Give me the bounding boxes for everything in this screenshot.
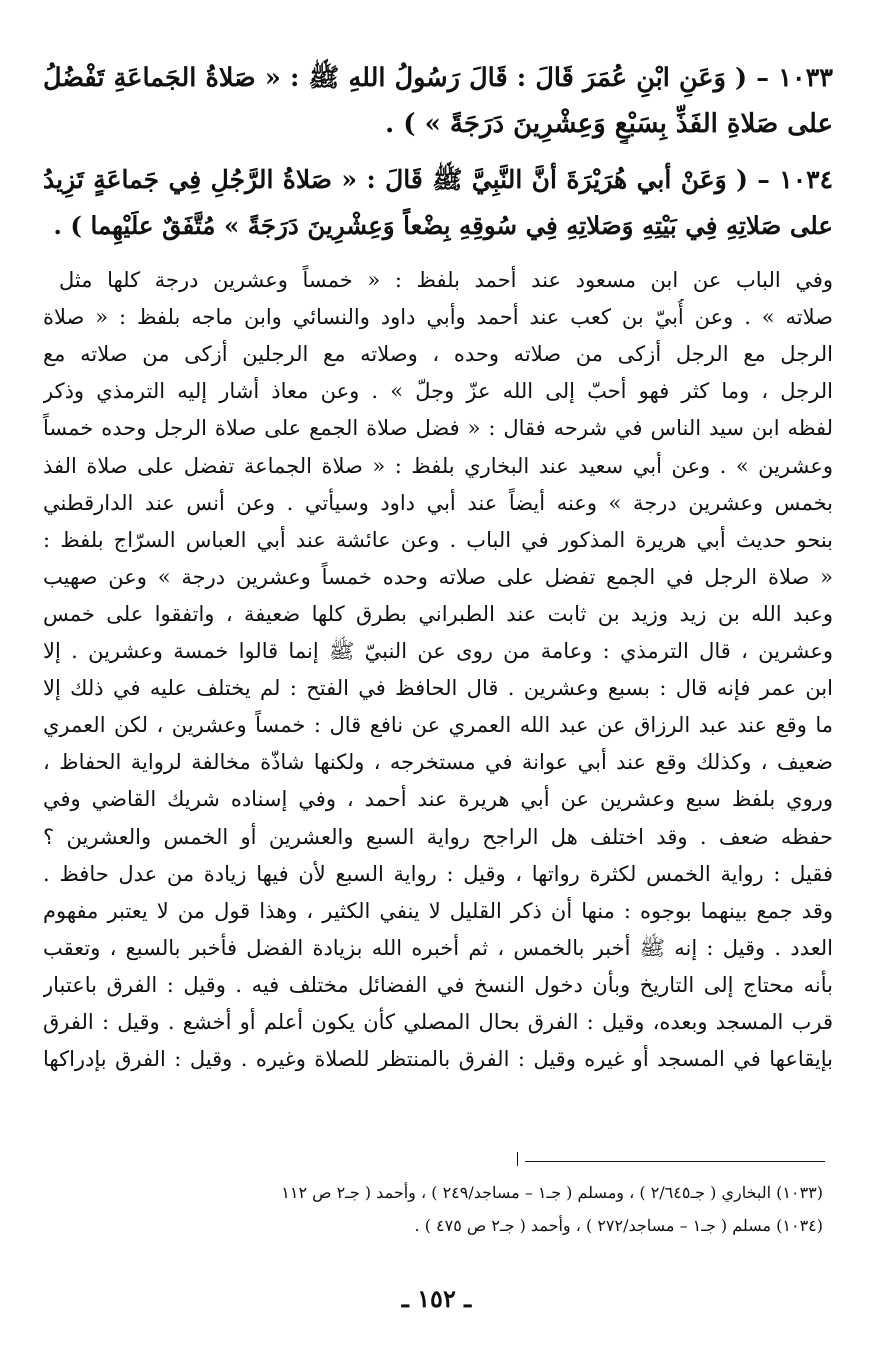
commentary-line: بخمس وعشرين درجة » وعنه أيضاً عند أبي داود وسيأتي . وعن أنس عند الدارقطني (43, 491, 833, 515)
commentary-line: حفظه ضعف . وقد اختلف هل الراجح رواية السبع والعشرين أو الخمس والعشرين ؟ (43, 825, 833, 849)
commentary-line: بأنه محتاج إلى التاريخ وبأن دخول النسخ في الفضائل مختلف فيه . وقيل : الفرق باعتبار (43, 973, 833, 997)
commentary-line: فقيل : رواية الخمس لكثرة رواتها ، وقيل : رواية السبع لأن فيها زيادة من عدل حافظ . (43, 862, 833, 886)
commentary-line: وروي بلفظ سبع وعشرين عن أبي هريرة عند أحمد ، وفي إسناده شريك القاضي وفي (43, 787, 833, 811)
commentary-line: العدد . وقيل : إنه ﷺ أخبر بالخمس ، ثم أخبره الله بزيادة الفضل فأخبر بالسبع ، وتعقب (43, 936, 833, 960)
commentary-line: وفي الباب عن ابن مسعود عند أحمد بلفظ : « خمساً وعشرين درجة كلها مثل (59, 268, 833, 292)
commentary-line: قرب المسجد وبعده، وقيل : الفرق بحال المصلي كأن يكون أعلم أو أخشع . وقيل : الفرق (43, 1010, 833, 1034)
commentary-line: لفظه ابن سيد الناس في شرحه فقال : « فضل صلاة الجمع على صلاة الرجل وحده خمساً (43, 416, 833, 440)
commentary-line: بإيقاعها في المسجد أو غيره وقيل : الفرق بالمنتظر للصلاة وغيره . وقيل : الفرق بإدراكها (43, 1047, 833, 1071)
commentary-line: ضعيف ، وكذلك وقع عند أبي عوانة في مستخرجه ، ولكنها شاذّة مخالفة لرواية الحفاظ ، (43, 750, 833, 774)
page-number: ـ ١٥٢ ـ (401, 1284, 472, 1313)
footnote-separator (525, 1161, 825, 1162)
commentary-line: صلاته » . وعن أُبيّ بن كعب عند أحمد وأبي داود والنسائي وابن ماجه بلفظ : « صلاة (43, 305, 833, 329)
commentary-line: الرجل ، وما كثر فهو أحبّ إلى الله عزّ وجلّ » . وعن معاذ أشار إليه الترمذي وذكر (43, 379, 833, 403)
commentary-line: وعشرين » . وعن أبي سعيد عند البخاري بلفظ : « صلاة الجماعة تفضل على صلاة الفذ (43, 454, 833, 478)
commentary-line: وقد جمع بينهما بوجوه : منها أن ذكر القليل لا ينفي الكثير ، وهذا قول من لا يعتبر مفهوم (43, 899, 833, 923)
hadith-1033-line-1: ١٠٣٣ – ( وَعَنِ ابْنِ عُمَرَ قَالَ : قَالَ رَسُولُ اللهِ ﷺ : « صَلاةُ الجَماعَةِ تَفْضُلُ (43, 63, 833, 93)
commentary-line: الرجل مع الرجل أزكى من صلاته وحده ، وصلاته مع الرجلين أزكى من صلاته مع (43, 342, 833, 366)
commentary-line: وعبد الله بن زيد وزيد بن ثابت عند الطبراني بطرق كلها ضعيفة ، واتفقوا على خمس (43, 602, 833, 626)
commentary-line: « صلاة الرجل في الجمع تفضل على صلاته وحده خمساً وعشرين درجة » وعن صهيب (43, 565, 833, 589)
commentary-line: ما وقع عند عبد الرزاق عن عبد الله العمري عن نافع قال : خمساً وعشرين ، لكن العمري (43, 713, 833, 737)
footnote-1034: (١٠٣٤) مسلم ( جـ١ – مساجد/٢٧٢ ) ، وأحمد ( جـ٢ ص ٤٧٥ ) . (414, 1216, 823, 1235)
hadith-1033-line-2: على صَلاةِ الفَذِّ بِسَبْعٍ وَعِشْرِينَ دَرَجَةً » ) . (385, 109, 833, 139)
commentary-line: بنحو حديث أبي هريرة المذكور في الباب . وعن عائشة عند أبي العباس السرّاج بلفظ : (43, 528, 833, 552)
commentary-line: ابن عمر فإنه قال : بسبع وعشرين . قال الحافظ في الفتح : لم يختلف عليه في ذلك إلا (43, 676, 833, 700)
commentary-line: وعشرين ، قال الترمذي : وعامة من روى عن النبيّ ﷺ إنما قالوا خمسة وعشرين . إلا (43, 639, 833, 663)
hadith-1034-line-2: على صَلاتِهِ فِي بَيْتِهِ وَصَلاتِهِ فِي سُوقِهِ بِضْعاً وَعِشْرِينَ دَرَجَةً » مُتَّفَقٌ علَيْهِما ) . (53, 211, 833, 240)
hadith-1034-line-1: ١٠٣٤ – ( وَعَنْ أبي هُرَيْرَةَ أنَّ النَّبِيَّ ﷺ قَالَ : « صَلاةُ الرَّجُلِ فِي جَماعَةٍ تَزِيدُ (43, 165, 833, 194)
footnote-separator-mark (517, 1152, 518, 1166)
footnote-1033: (١٠٣٣) البخاري ( جـ٢/٦٤٥ ) ، ومسلم ( جـ١ – مساجد/٢٤٩ ) ، وأحمد ( جـ٢ ص ١١٢ (281, 1183, 823, 1202)
